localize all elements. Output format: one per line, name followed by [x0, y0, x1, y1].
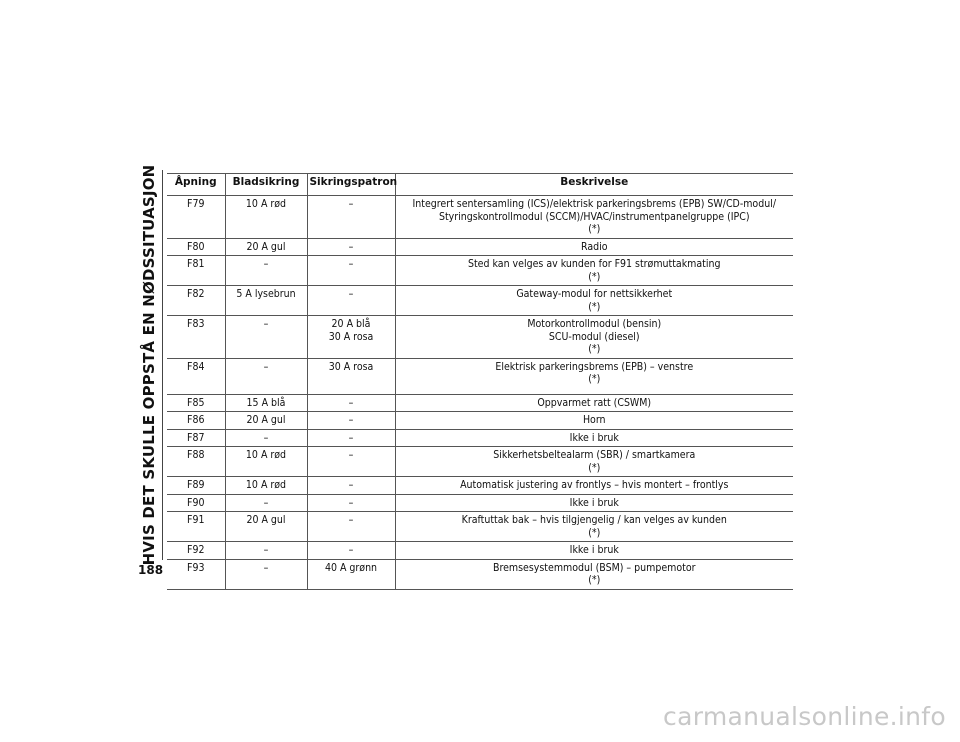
cell-blade: – [225, 429, 307, 447]
section-side-tab [138, 164, 160, 566]
cell-cartridge: – [307, 477, 395, 495]
cell-blade: 5 A lysebrun [225, 286, 307, 316]
cell-description: Gateway-modul for nettsikkerhet (*) [395, 286, 793, 316]
cell-blade: 20 A gul [225, 412, 307, 430]
table-row [167, 358, 793, 394]
cell-description: Sikkerhetsbeltealarm (SBR) / smartkamera (*) [395, 447, 793, 477]
cell-opening: F93 [167, 559, 225, 589]
cell-opening: F88 [167, 447, 225, 477]
cell-cartridge: – [307, 512, 395, 542]
header-description: Beskrivelse [395, 174, 793, 196]
cell-description: Sted kan velges av kunden for F91 strømuttakmating (*) [395, 256, 793, 286]
cell-opening: F87 [167, 429, 225, 447]
cell-blade: – [225, 358, 307, 394]
table-row [167, 286, 793, 316]
table-row [167, 316, 793, 359]
fuse-table [167, 173, 793, 590]
cell-opening: F80 [167, 238, 225, 256]
cell-description: Ikke i bruk [395, 429, 793, 447]
cell-cartridge: – [307, 196, 395, 239]
cell-opening: F92 [167, 542, 225, 560]
cell-blade: 15 A blå [225, 394, 307, 412]
cell-description: Elektrisk parkeringsbrems (EPB) – venstre (*) [395, 358, 793, 394]
table-row [167, 256, 793, 286]
cell-cartridge: – [307, 412, 395, 430]
cell-cartridge: – [307, 238, 395, 256]
cell-description: Ikke i bruk [395, 494, 793, 512]
cell-description: Integrert sentersamling (ICS)/elektrisk parkeringsbrems (EPB) SW/CD-modul/ Styringskontrollmodul (SCCM)/HVAC/instrumentpanelgruppe (IPC) (*) [395, 196, 793, 239]
cell-blade: – [225, 316, 307, 359]
cell-opening: F83 [167, 316, 225, 359]
cell-blade: – [225, 256, 307, 286]
page-number: 188 [138, 563, 164, 577]
table-row [167, 412, 793, 430]
cell-blade: 20 A gul [225, 512, 307, 542]
cell-description: Motorkontrollmodul (bensin) SCU-modul (diesel) (*) [395, 316, 793, 359]
cell-cartridge: 40 A grønn [307, 559, 395, 589]
cell-description: Kraftuttak bak – hvis tilgjengelig / kan velges av kunden (*) [395, 512, 793, 542]
cell-opening: F81 [167, 256, 225, 286]
cell-cartridge: – [307, 286, 395, 316]
table-row [167, 394, 793, 412]
cell-blade: 10 A rød [225, 447, 307, 477]
header-blade-fuse: Bladsikring [225, 174, 307, 196]
cell-opening: F91 [167, 512, 225, 542]
cell-opening: F84 [167, 358, 225, 394]
cell-description: Automatisk justering av frontlys – hvis montert – frontlys [395, 477, 793, 495]
cell-blade: 10 A rød [225, 477, 307, 495]
cell-opening: F85 [167, 394, 225, 412]
table-row [167, 542, 793, 560]
cell-blade: – [225, 494, 307, 512]
cell-blade: – [225, 559, 307, 589]
table-row [167, 559, 793, 589]
cell-description: Horn [395, 412, 793, 430]
cell-description: Radio [395, 238, 793, 256]
table-row [167, 429, 793, 447]
table-header-row [167, 174, 793, 196]
cell-cartridge: – [307, 494, 395, 512]
cell-description: Oppvarmet ratt (CSWM) [395, 394, 793, 412]
header-cartridge-fuse: Sikringspatron [307, 174, 395, 196]
table-row [167, 196, 793, 239]
cell-opening: F82 [167, 286, 225, 316]
watermark: carmanualsonline.info [663, 702, 946, 731]
cell-blade: 20 A gul [225, 238, 307, 256]
table-row [167, 447, 793, 477]
cell-cartridge: – [307, 447, 395, 477]
cell-cartridge: – [307, 429, 395, 447]
cell-opening: F79 [167, 196, 225, 239]
cell-cartridge: – [307, 542, 395, 560]
section-title: HVIS DET SKULLE OPPSTÅ EN NØDSSITUASJON [140, 164, 158, 566]
cell-opening: F86 [167, 412, 225, 430]
cell-blade: – [225, 542, 307, 560]
cell-cartridge: 20 A blå 30 A rosa [307, 316, 395, 359]
cell-cartridge: 30 A rosa [307, 358, 395, 394]
table-row [167, 494, 793, 512]
cell-blade: 10 A rød [225, 196, 307, 239]
table-row [167, 238, 793, 256]
cell-opening: F89 [167, 477, 225, 495]
cell-cartridge: – [307, 256, 395, 286]
table-row [167, 512, 793, 542]
cell-description: Ikke i bruk [395, 542, 793, 560]
cell-opening: F90 [167, 494, 225, 512]
header-opening: Åpning [167, 174, 225, 196]
cell-description: Bremsesystemmodul (BSM) – pumpemotor (*) [395, 559, 793, 589]
section-divider [162, 170, 163, 560]
cell-cartridge: – [307, 394, 395, 412]
table-row [167, 477, 793, 495]
